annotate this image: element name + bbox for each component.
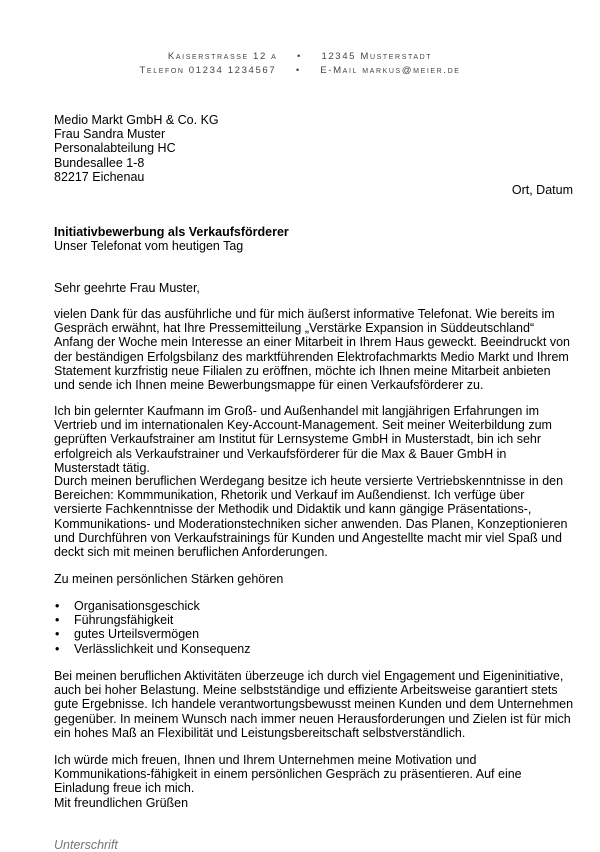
list-item bbox=[54, 613, 251, 627]
recipient-address bbox=[54, 113, 219, 184]
body-paragraph: Ich bin gelernter Kaufmann im Groß- und Außenhandel mit langjährigen Erfahrungen im Vertrieb und im internationalen Key-Account-Management. Seit meiner Weiterbildung zum geprüften Verkaufstrainer am Institut für Lernsysteme GmbH in Musterstadt, bin ich sehr erfolgreich als Verkaufstrainer und Verkaufsförderer für die Max & Bauer GmbH in Musterstadt tätig. bbox=[54, 404, 552, 475]
letterhead-separator: • bbox=[295, 65, 301, 76]
letterhead-contact-line bbox=[0, 64, 600, 78]
salutation: Sehr geehrte Frau Muster, bbox=[54, 281, 200, 295]
recipient-city: 82217 Eichenau bbox=[54, 169, 145, 184]
body-paragraph: Ich würde mich freuen, Ihnen und Ihrem Unternehmen meine Motivation und Kommunikations-fähigkeit in einem persönlichen Gespräch zu präsentieren. Auf eine Einladung freue ich mich. bbox=[54, 753, 522, 796]
signature-placeholder: Unterschrift bbox=[54, 838, 118, 852]
strengths-intro: Zu meinen persönlichen Stärken gehören bbox=[54, 572, 284, 586]
bullet-icon: • bbox=[55, 627, 60, 642]
list-item-label: Organisationsgeschick bbox=[74, 599, 200, 613]
recipient-street: Bundesallee 1-8 bbox=[54, 155, 145, 170]
sender-city: 12345 Musterstadt bbox=[321, 51, 433, 62]
recipient-contact: Frau Sandra Muster bbox=[54, 127, 166, 142]
strengths-list bbox=[54, 599, 251, 656]
sender-street: Kaiserstrasse 12 a bbox=[167, 51, 278, 62]
bullet-icon: • bbox=[55, 641, 60, 656]
list-item bbox=[54, 642, 251, 656]
subject-reference: Unser Telefonat vom heutigen Tag bbox=[54, 239, 244, 254]
letterhead-address-line bbox=[0, 50, 600, 64]
closing: Mit freundlichen Grüßen bbox=[54, 796, 189, 810]
list-item bbox=[54, 627, 251, 641]
recipient-department: Personalabteilung HC bbox=[54, 141, 176, 156]
list-item-label: Verlässlichkeit und Konsequenz bbox=[74, 641, 251, 656]
body-paragraph: vielen Dank für das ausführliche und für mich äußerst informative Telefonat. Wie bereits im Gespräch erwähnt, hat Ihre Pressemitteilung „Verstärke Expansion in Süddeutschland“ Anfang der Woche mein Interesse an einer Mitarbeit in Ihrem Haus geweckt. Beeindruckt von der beständigen Erfolgsbilanz des marktführenden Elektrofachmarkts Medio Markt und Ihrem Statement kurzfristig neue Filialen zu eröffnen, möchte ich Ihnen meine Mitarbeit anbieten und sende ich Ihnen meine Bewerbungsmappe für einen Verkaufsförderer zu. bbox=[54, 307, 571, 393]
body-paragraph: Durch meinen beruflichen Werdegang besitze ich heute versierte Vertriebskenntnisse in den Bereichen: Kommmunikation, Rhetorik und Verkauf im Außendienst. Ich verfüge über versierte Fachkenntnisse der Methodik und Didaktik und kann gängige Präsentations-, Kommunikations- und Moderationstechniken sicher anwenden. Das Planen, Konzeptionieren und Durchführen von Verkaufstrainings für Kunden und Angestellte macht mir viel Spaß und deckt sich mit meinen beruflichen Anforderungen. bbox=[54, 474, 568, 560]
bullet-icon: • bbox=[55, 599, 60, 613]
sender-email: E-Mail markus@meier.de bbox=[320, 65, 461, 76]
subject-block bbox=[54, 225, 289, 253]
subject-title: Initiativbewerbung als Verkaufsförderer bbox=[54, 225, 289, 239]
list-item-label: Führungsfähigkeit bbox=[74, 613, 174, 628]
bullet-icon: • bbox=[55, 613, 60, 628]
place-date: Ort, Datum bbox=[511, 183, 573, 197]
list-item bbox=[54, 599, 251, 613]
recipient-company: Medio Markt GmbH & Co. KG bbox=[54, 113, 219, 127]
list-item-label: gutes Urteilsvermögen bbox=[74, 627, 200, 642]
body-paragraph: Bei meinen beruflichen Aktivitäten überzeuge ich durch viel Engagement und Eigeninitiative, auch bei hoher Belastung. Meine selbstständige und effiziente Arbeitsweise garantiert stets gute Ergebnisse. Ich handele verantwortungsbewusst meinen Kunden und dem Unternehmen gegenüber. In meinem Wunsch nach immer neuen Herausforderungen und Zielen ist für mich ein hohes Maß an Flexibilität und Leistungsbereitschaft selbstverständlich. bbox=[54, 669, 574, 740]
sender-phone: Telefon 01234 1234567 bbox=[139, 65, 277, 76]
letterhead-separator: • bbox=[296, 51, 302, 62]
